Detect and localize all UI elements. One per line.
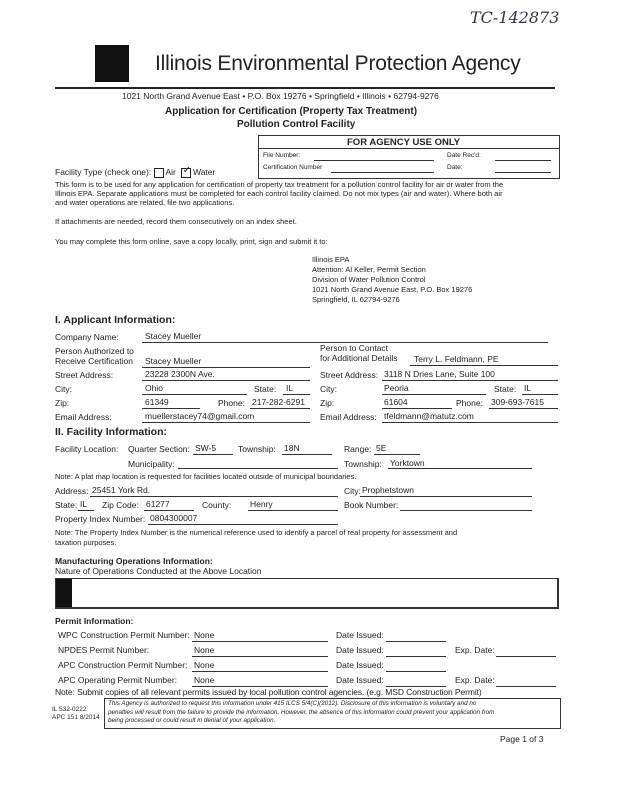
applicant-heading: I. Applicant Information:: [55, 314, 176, 326]
mail-line-5: Springfield, IL 62794-9276: [312, 295, 400, 304]
permit-note: Note: Submit copies of all relevant permits issued by local pollution control agencies. (e.g. MSD Construction Permit): [55, 687, 482, 697]
apc-construction-date-issued-label: Date Issued:: [336, 660, 384, 670]
contact-label-1: Person to Contact: [320, 343, 389, 353]
facility-zip-label: Zip Code:: [102, 500, 139, 510]
street-label: Street Address:: [55, 370, 114, 380]
county-field[interactable]: Henry: [250, 499, 273, 509]
submit-instructions: You may complete this form online, save a copy locally, print, sign and submit it to:: [55, 237, 328, 246]
water-label: Water: [193, 167, 216, 177]
checkmark-icon: ✓: [182, 164, 192, 176]
municipality-label: Municipality:: [128, 459, 175, 469]
contact-zip-label: Zip:: [320, 398, 335, 408]
agency-use-title: FOR AGENCY USE ONLY: [347, 137, 461, 148]
range-field[interactable]: 5E: [376, 443, 387, 453]
range-label: Range:: [344, 444, 372, 454]
apc-operating-permit-label: APC Operating Permit Number:: [58, 675, 178, 685]
authorized-person-field[interactable]: Stacey Mueller: [145, 356, 202, 366]
street-field[interactable]: 23228 2300N Ave.: [145, 369, 215, 379]
apc-operating-permit-field[interactable]: None: [194, 675, 215, 685]
zip-label: Zip:: [55, 398, 70, 408]
company-name-field[interactable]: Stacey Mueller: [145, 331, 202, 341]
contact-zip-field[interactable]: 61604: [384, 397, 408, 407]
form-id-1: IL 532-0222: [52, 706, 87, 713]
township2-field[interactable]: Yorktown: [390, 458, 425, 468]
disclaimer-line-2: penalties will result from the failure to provide the information. However, the absence of this information could prevent your application from: [108, 708, 495, 716]
contact-person-field[interactable]: Terry L. Feldmann, PE: [414, 354, 499, 364]
air-label: Air: [165, 167, 176, 177]
permit-heading: Permit Information:: [55, 616, 134, 626]
manufacturing-heading: Manufacturing Operations Information:: [55, 556, 213, 566]
city-field[interactable]: Ohio: [145, 383, 163, 393]
agency-title: Illinois Environmental Protection Agency: [155, 52, 521, 75]
form-subtitle: Pollution Control Facility: [237, 119, 356, 130]
contact-phone-label: Phone:: [456, 398, 483, 408]
handwritten-file-number: TC-142873: [470, 8, 560, 27]
facility-state-field[interactable]: IL: [80, 499, 88, 509]
intro-line-3: and water operations are related, file two applications.: [55, 198, 235, 207]
disclaimer-line-1: This Agency is authorized to request this information under 415 ILCS 5/4(C)(2012). Disclosure of this information is voluntary and no: [108, 700, 477, 707]
contact-street-label: Street Address:: [320, 370, 379, 380]
apc-operating-exp-date-label: Exp. Date:: [455, 675, 495, 685]
apc-operating-date-issued-label: Date Issued:: [336, 675, 384, 685]
mail-line-4: 1021 North Grand Avenue East, P.O. Box 19276: [312, 285, 473, 294]
contact-email-field[interactable]: tfeldmann@matutz.com: [384, 411, 474, 421]
contact-label-2: for Additional Details: [320, 353, 398, 363]
phone-field[interactable]: 217-282-6291: [252, 397, 305, 407]
pin-field[interactable]: 0804300007: [150, 513, 198, 523]
facility-heading: II. Facility Information:: [55, 426, 168, 438]
air-checkbox[interactable]: [154, 168, 164, 178]
company-name-label: Company Name:: [55, 332, 119, 342]
book-number-label: Book Number:: [344, 500, 399, 510]
contact-email-label: Email Address:: [320, 412, 377, 422]
township-label: Township:: [238, 444, 276, 454]
state-field[interactable]: IL: [286, 383, 294, 393]
intro-line-2: Illinois EPA. Separate applications must be completed for each control facility claimed. Do not mix types (air and water). Where both air: [55, 189, 503, 198]
nature-of-operations-field[interactable]: [55, 578, 559, 609]
form-id-2: APC 151 8/2014: [52, 714, 100, 721]
disclaimer-line-3: being processed or could result in denial of your application.: [108, 717, 276, 724]
facility-zip-field[interactable]: 61277: [146, 499, 170, 509]
facility-address-field[interactable]: 25451 York Rd.: [92, 485, 151, 495]
contact-phone-field[interactable]: 309-693-7615: [491, 397, 544, 407]
agency-use-box: [258, 135, 560, 179]
form-title: Application for Certification (Property Tax Treatment): [165, 106, 418, 117]
pin-note-line-1: Note: The Property Index Number is the numerical reference used to identify a parcel of real property for assessment and: [55, 528, 458, 537]
apc-construction-permit-label: APC Construction Permit Number:: [58, 660, 188, 670]
contact-state-field[interactable]: IL: [524, 383, 532, 393]
state-label: State:: [254, 384, 277, 394]
certification-number-label: Certification Number: [263, 164, 323, 171]
contact-state-label: State:: [494, 384, 517, 394]
npdes-date-issued-label: Date Issued:: [336, 645, 384, 655]
facility-city-label: City:: [344, 486, 361, 496]
disclaimer-box: [104, 698, 561, 729]
facility-address-label: Address:: [55, 486, 89, 496]
page-number: Page 1 of 3: [500, 734, 544, 744]
apc-construction-permit-field[interactable]: None: [194, 660, 215, 670]
pin-note-line-2: taxation purposes.: [55, 538, 117, 547]
authorized-label-1: Person Authorized to: [55, 346, 134, 356]
quarter-section-field[interactable]: SW-5: [195, 443, 217, 453]
pin-label: Property Index Number:: [55, 514, 146, 524]
email-field[interactable]: muellerstacey74@gmail.com: [145, 411, 255, 421]
plat-map-note: Note: A plat map location is requested for facilities located outside of municipal boundaries.: [55, 472, 357, 481]
mail-line-3: Division of Water Pollution Control: [312, 275, 426, 284]
city-label: City:: [55, 384, 72, 394]
quarter-section-label: Quarter Section:: [128, 444, 190, 454]
nature-of-operations-label: Nature of Operations Conducted at the Above Location: [55, 566, 262, 576]
facility-type-row: [55, 164, 216, 178]
mail-line-2: Attention: Al Keller, Permit Section: [312, 265, 426, 274]
facility-city-field[interactable]: Prophetstown: [362, 485, 414, 495]
water-checkbox[interactable]: [181, 164, 192, 178]
county-label: County:: [202, 500, 232, 510]
attachments-note: If attachments are needed, record them consecutively on an index sheet.: [55, 217, 297, 226]
facility-state-label: State:: [55, 500, 78, 510]
wpc-permit-field[interactable]: None: [194, 630, 215, 640]
redaction-block: [56, 579, 72, 607]
intro-line-1: This form is to be used for any application for certification of property tax treatment for a pollution control facility for air or water from the: [55, 180, 504, 189]
file-number-label: File Number:: [263, 152, 301, 159]
npdes-permit-label: NPDES Permit Number:: [58, 645, 150, 655]
contact-city-field[interactable]: Peoria: [384, 383, 409, 393]
npdes-permit-field[interactable]: None: [194, 645, 215, 655]
date-recd-label: Date Rec'd:: [447, 152, 481, 159]
agency-logo-block: [95, 45, 129, 82]
agency-address: 1021 North Grand Avenue East • P.O. Box 19276 • Springfield • Illinois • 62794-9276: [122, 91, 439, 101]
mail-line-1: Illinois EPA: [312, 255, 350, 264]
township-field[interactable]: 18N: [284, 443, 300, 453]
phone-label: Phone:: [218, 398, 245, 408]
wpc-date-issued-label: Date Issued:: [336, 630, 384, 640]
zip-field[interactable]: 61349: [145, 397, 169, 407]
mailing-address: [312, 255, 472, 305]
contact-city-label: City:: [320, 384, 337, 394]
township2-label: Township:: [344, 459, 382, 469]
wpc-permit-label: WPC Construction Permit Number:: [58, 630, 190, 640]
header-rule: [55, 87, 555, 89]
contact-street-field[interactable]: 3118 N Dries Lane, Suite 100: [384, 369, 495, 379]
date-label: Date:: [447, 164, 463, 171]
email-label: Email Address:: [55, 412, 112, 422]
facility-type-label: Facility Type (check one):: [55, 167, 152, 177]
npdes-exp-date-label: Exp. Date:: [455, 645, 495, 655]
authorized-label-2: Receive Certification: [55, 356, 133, 366]
facility-location-label: Facility Location:: [55, 444, 119, 454]
